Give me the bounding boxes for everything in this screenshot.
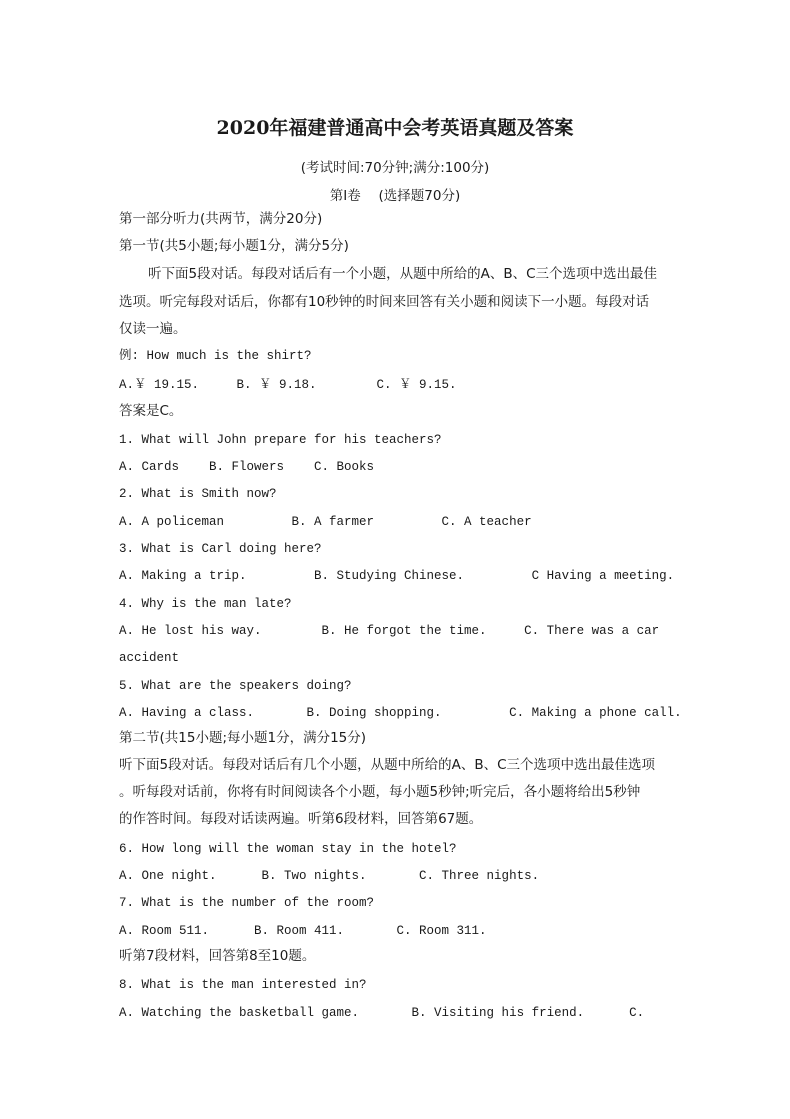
document-title: 2020年福建普通高中会考英语真题及答案 — [216, 117, 574, 139]
question-8-options: A. Watching the basketball game. B. Visiting his friend. C. — [119, 1006, 645, 1020]
section2-instruction-line: 听下面5段对话。每段对话后有几个小题，从题中所给的A、B、C三个选项中选出最佳选项 — [119, 757, 656, 773]
question-8: 8. What is the man interested in? — [119, 978, 367, 992]
section2-instruction-line: 。听每段对话前，你将有时间阅读各个小题，每小题5秒钟;听完后，各小题将给出5秒钟 — [119, 784, 641, 800]
example-question: 例: How much is the shirt? — [119, 349, 312, 363]
question-4: 4. Why is the man late? — [119, 597, 292, 611]
section1-instruction-line: 选项。听完每段对话后，你都有10秒钟的时间来回答有关小题和阅读下一小题。每段对话 — [119, 294, 650, 310]
question-2-options: A. A policeman B. A farmer C. A teacher — [119, 515, 532, 529]
question-4-options-continued: accident — [119, 651, 180, 665]
question-4-options: A. He lost his way. B. He forgot the time. C. There was a car — [119, 624, 660, 638]
section1-heading: 第一节(共5小题;每小题1分，满分5分) — [119, 238, 349, 254]
question-7-options: A. Room 511. B. Room 411. C. Room 311. — [119, 924, 487, 938]
part1-heading: 第一部分听力(共两节，满分20分) — [119, 211, 323, 227]
question-5-options: A. Having a class. B. Doing shopping. C. Making a phone call. — [119, 706, 682, 720]
question-6: 6. How long will the woman stay in the hotel? — [119, 842, 457, 856]
question-1: 1. What will John prepare for his teachers? — [119, 433, 442, 447]
exam-info: (考试时间:70分钟;满分:100分) — [300, 160, 490, 176]
question-1-options: A. Cards B. Flowers C. Books — [119, 460, 375, 474]
question-5: 5. What are the speakers doing? — [119, 679, 352, 693]
volume-heading: 第Ⅰ卷 (选择题70分) — [329, 188, 461, 204]
question-7: 7. What is the number of the room? — [119, 896, 375, 910]
section1-instruction-line: 仅读一遍。 — [119, 321, 187, 337]
question-3: 3. What is Carl doing here? — [119, 542, 322, 556]
question-2: 2. What is Smith now? — [119, 487, 277, 501]
question-6-options: A. One night. B. Two nights. C. Three nights. — [119, 869, 540, 883]
example-options: A.￥ 19.15. B. ￥ 9.18. C. ￥ 9.15. — [119, 378, 457, 392]
dialogue-7-note: 听第7段材料，回答第8至10题。 — [119, 948, 316, 964]
question-3-options: A. Making a trip. B. Studying Chinese. C Having a meeting. — [119, 569, 675, 583]
section2-instruction-line: 的作答时间。每段对话读两遍。听第6段材料，回答第67题。 — [119, 811, 483, 827]
section1-instruction-line: 听下面5段对话。每段对话后有一个小题，从题中所给的A、B、C三个选项中选出最佳 — [148, 266, 658, 282]
example-answer: 答案是C。 — [119, 403, 183, 419]
section2-heading: 第二节(共15小题;每小题1分，满分15分) — [119, 730, 367, 746]
